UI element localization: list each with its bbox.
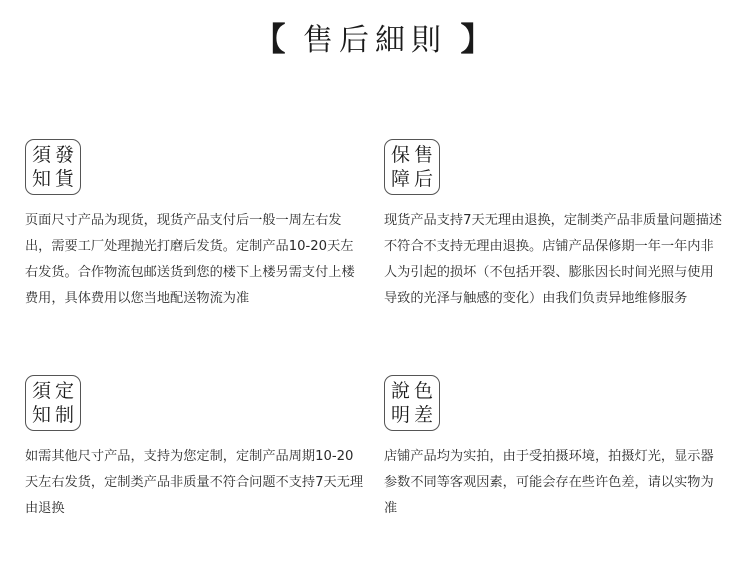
page-title [0, 16, 750, 64]
badge-char: 說 [390, 380, 410, 402]
section-text: 店铺产品均为实拍，由于受拍摄环境，拍摄灯光，显示器参数不同等客观因素，可能会存在些许色差，请以实物为准 [384, 449, 714, 516]
section-badge [25, 139, 81, 195]
section-color-difference [384, 375, 724, 522]
section-text: 现货产品支持7天无理由退换，定制类产品非质量问题描述不符合不支持无理由退换。店铺产品保修期一年一年内非人为引起的损坏（不包括开裂、膨胀因长时间光照与使用导致的光泽与触感的变化）由我们负责异地维修服务 [384, 213, 723, 306]
title-text: 售后細則 [303, 23, 447, 58]
badge-char: 障 [390, 168, 410, 190]
section-custom-order-notice [25, 375, 365, 522]
badge-char: 貨 [54, 168, 74, 190]
section-text: 如需其他尺寸产品，支持为您定制，定制产品周期10-20天左右发货，定制类产品非质量不符合问题不支持7天无理由退换 [25, 449, 364, 516]
badge-char: 定 [54, 380, 74, 402]
badge-char: 售 [413, 144, 433, 166]
badge-char: 須 [31, 144, 51, 166]
badge-char: 知 [31, 404, 51, 426]
badge-char: 色 [413, 380, 433, 402]
section-text: 页面尺寸产品为现货，现货产品支付后一般一周左右发出，需要工厂处理抛光打磨后发货。定制产品10-20天左右发货。合作物流包邮送货到您的楼下上楼另需支付上楼费用，具体费用以您当地配送物流为准 [25, 213, 355, 306]
badge-char: 須 [31, 380, 51, 402]
section-badge [384, 375, 440, 431]
title-bracket-right: 】 [460, 20, 497, 58]
section-shipping-notice [25, 139, 365, 312]
badge-char: 發 [54, 144, 74, 166]
badge-char: 明 [390, 404, 410, 426]
section-badge [384, 139, 440, 195]
badge-char: 差 [413, 404, 433, 426]
section-badge [25, 375, 81, 431]
badge-char: 制 [54, 404, 74, 426]
section-after-sales-guarantee [384, 139, 724, 312]
badge-char: 保 [390, 144, 410, 166]
badge-char: 知 [31, 168, 51, 190]
badge-char: 后 [413, 168, 433, 190]
title-bracket-left: 【 [253, 20, 290, 58]
